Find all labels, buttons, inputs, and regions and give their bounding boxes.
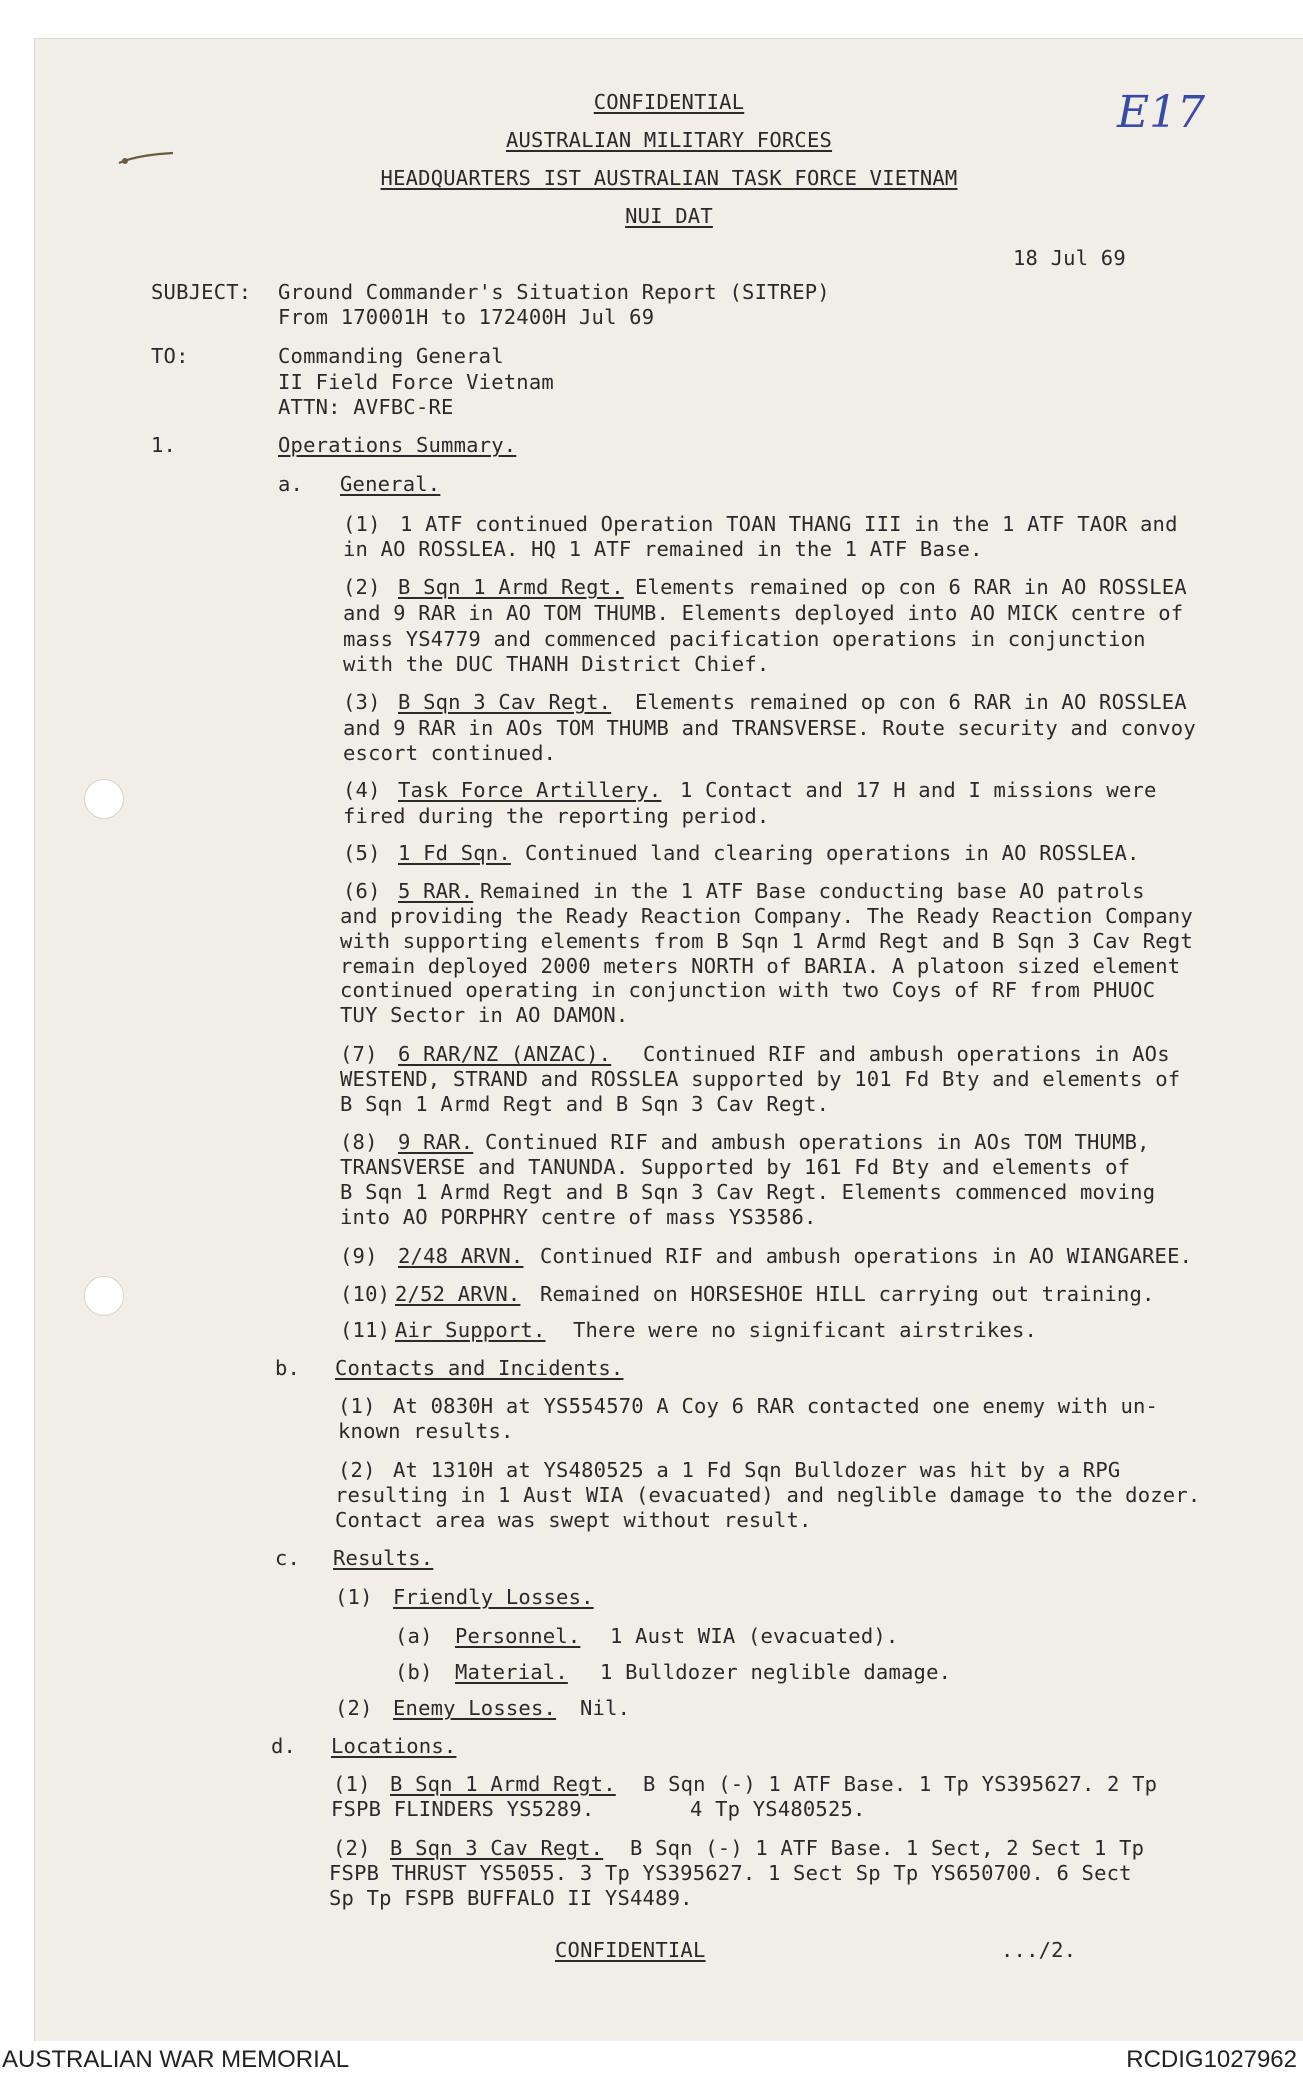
document-date: 18 Jul 69 [1013, 246, 1126, 270]
para-line: 1 ATF continued Operation TOAN THANG III in the 1 ATF TAOR and [400, 512, 1178, 536]
para-line: Sp Tp FSPB BUFFALO II YS4489. [329, 1886, 693, 1910]
para-heading: Friendly Losses. [393, 1585, 594, 1609]
handwritten-folio-mark: E17 [1117, 87, 1206, 138]
para-heading: Material. [455, 1660, 568, 1684]
para-line: 1 Bulldozer neglible damage. [600, 1660, 952, 1684]
para-number: (1) [338, 1394, 376, 1418]
para-number: (3) [343, 690, 381, 714]
para-number: (1) [333, 1772, 371, 1796]
para-number: (2) [335, 1696, 373, 1720]
para-line: B Sqn (-) 1 ATF Base. 1 Tp YS395627. 2 Tp [643, 1772, 1158, 1796]
para-number: (7) [340, 1042, 378, 1066]
para-line: into AO PORPHRY centre of mass YS3586. [340, 1205, 817, 1229]
para-line: known results. [338, 1419, 514, 1443]
subsection-letter: c. [275, 1546, 301, 1570]
para-line: continued operating in conjunction with two Coys of RF from PHUOC [340, 978, 1156, 1002]
para-number: (1) [343, 512, 381, 536]
para-number: (a) [395, 1624, 433, 1648]
para-line: remain deployed 2000 meters NORTH of BARIA. A platoon sized element [340, 954, 1181, 978]
para-line: Elements remained op con 6 RAR in AO ROSSLEA [635, 690, 1187, 714]
subsection-title: General. [340, 472, 441, 496]
para-line: and 9 RAR in AOs TOM THUMB and TRANSVERSE. Route security and convoy [343, 716, 1196, 740]
subsection-title: Results. [333, 1546, 434, 1570]
para-heading: 9 RAR. [398, 1130, 474, 1154]
para-line: resulting in 1 Aust WIA (evacuated) and neglible damage to the dozer. [335, 1483, 1201, 1507]
para-line: mass YS4779 and commenced pacification operations in conjunction [343, 627, 1146, 651]
org-heading: AUSTRALIAN MILITARY FORCES [505, 128, 833, 152]
para-number: (10) [340, 1282, 391, 1306]
para-heading: 2/52 ARVN. [395, 1282, 521, 1306]
para-line: Continued RIF and ambush operations in AOs TOM THUMB, [485, 1130, 1150, 1154]
para-heading: Air Support. [395, 1318, 546, 1342]
para-line: B Sqn 1 Armd Regt and B Sqn 3 Cav Regt. Elements commenced moving [340, 1180, 1156, 1204]
para-line: with supporting elements from B Sqn 1 Armd Regt and B Sqn 3 Cav Regt [340, 929, 1193, 953]
para-line: in AO ROSSLEA. HQ 1 ATF remained in the 1 ATF Base. [343, 537, 983, 561]
para-heading: Task Force Artillery. [398, 778, 662, 802]
para-heading: Enemy Losses. [393, 1696, 557, 1720]
section-title: Operations Summary. [278, 433, 517, 457]
para-line: FSPB FLINDERS YS5289. [331, 1797, 595, 1821]
addressee-line: II Field Force Vietnam [278, 370, 554, 394]
para-heading: 2/48 ARVN. [398, 1244, 524, 1268]
subject-label: SUBJECT: [151, 280, 252, 304]
para-line: Continued RIF and ambush operations in AO WIANGAREE. [540, 1244, 1193, 1268]
subject-line: Ground Commander's Situation Report (SITREP) [278, 280, 830, 304]
para-heading: 5 RAR. [398, 879, 474, 903]
para-number: (8) [340, 1130, 378, 1154]
para-line: and providing the Ready Reaction Company. The Ready Reaction Company [340, 904, 1193, 928]
para-line: There were no significant airstrikes. [573, 1318, 1038, 1342]
para-line: Continued land clearing operations in AO ROSSLEA. [525, 841, 1140, 865]
para-number: (4) [343, 778, 381, 802]
para-number: (6) [343, 879, 381, 903]
para-heading: B Sqn 1 Armd Regt. [390, 1772, 616, 1796]
para-number: (1) [335, 1585, 373, 1609]
subsection-title: Locations. [331, 1734, 457, 1758]
para-heading: B Sqn 1 Armd Regt. [398, 575, 624, 599]
para-heading: B Sqn 3 Cav Regt. [398, 690, 612, 714]
para-number: (5) [343, 841, 381, 865]
para-line: Elements remained op con 6 RAR in AO ROSSLEA [635, 575, 1187, 599]
para-number: (9) [340, 1244, 378, 1268]
classification-top: CONFIDENTIAL [593, 90, 745, 114]
para-line: escort continued. [343, 741, 557, 765]
subsection-letter: b. [275, 1356, 301, 1380]
addressee-line: ATTN: AVFBC-RE [278, 395, 454, 419]
para-number: (2) [338, 1458, 376, 1482]
para-heading: Personnel. [455, 1624, 581, 1648]
para-line: WESTEND, STRAND and ROSSLEA supported by 101 Fd Bty and elements of [340, 1067, 1181, 1091]
subject-line: From 170001H to 172400H Jul 69 [278, 305, 655, 329]
subsection-title: Contacts and Incidents. [335, 1356, 624, 1380]
section-number: 1. [151, 433, 177, 457]
para-number: (b) [395, 1660, 433, 1684]
para-line: fired during the reporting period. [343, 804, 770, 828]
to-label: TO: [151, 344, 189, 368]
para-line: FSPB THRUST YS5055. 3 Tp YS395627. 1 Sect Sp Tp YS650700. 6 Sect [329, 1861, 1132, 1885]
archive-credit: AUSTRALIAN WAR MEMORIAL [2, 2046, 350, 2073]
para-line: At 0830H at YS554570 A Coy 6 RAR contacted one enemy with un- [393, 1394, 1159, 1418]
document-page [34, 38, 1303, 2041]
para-heading: 1 Fd Sqn. [398, 841, 511, 865]
archive-reference: RCDIG1027962 [1126, 2046, 1297, 2073]
para-number: (2) [343, 575, 381, 599]
para-line: 4 Tp YS480525. [690, 1797, 866, 1821]
location-heading: NUI DAT [625, 204, 713, 228]
para-line: TUY Sector in AO DAMON. [340, 1003, 629, 1027]
para-line: Remained on HORSESHOE HILL carrying out training. [540, 1282, 1155, 1306]
punch-hole [84, 779, 124, 819]
para-line: Continued RIF and ambush operations in AOs [643, 1042, 1170, 1066]
punch-hole [84, 1276, 124, 1316]
subsection-letter: a. [278, 472, 304, 496]
para-line: 1 Aust WIA (evacuated). [610, 1624, 899, 1648]
addressee-line: Commanding General [278, 344, 504, 368]
para-line: At 1310H at YS480525 a 1 Fd Sqn Bulldozer was hit by a RPG [393, 1458, 1121, 1482]
para-line: Contact area was swept without result. [335, 1508, 812, 1532]
subsection-letter: d. [271, 1734, 297, 1758]
hq-heading: HEADQUARTERS IST AUSTRALIAN TASK FORCE VIETNAM [380, 166, 958, 190]
para-line: with the DUC THANH District Chief. [343, 652, 770, 676]
para-line: Remained in the 1 ATF Base conducting base AO patrols [480, 879, 1145, 903]
para-heading: 6 RAR/NZ (ANZAC). [398, 1042, 612, 1066]
para-number: (11) [340, 1318, 391, 1342]
para-line: B Sqn (-) 1 ATF Base. 1 Sect, 2 Sect 1 Tp [630, 1836, 1145, 1860]
classification-bottom: CONFIDENTIAL [555, 1938, 706, 1962]
para-number: (2) [333, 1836, 371, 1860]
para-line: 1 Contact and 17 H and I missions were [680, 778, 1157, 802]
continued-marker: .../2. [1001, 1938, 1077, 1962]
para-line: and 9 RAR in AO TOM THUMB. Elements deployed into AO MICK centre of [343, 601, 1184, 625]
para-heading: B Sqn 3 Cav Regt. [390, 1836, 604, 1860]
para-line: B Sqn 1 Armd Regt and B Sqn 3 Cav Regt. [340, 1092, 830, 1116]
para-line: TRANSVERSE and TANUNDA. Supported by 161 Fd Bty and elements of [340, 1155, 1131, 1179]
para-line: Nil. [580, 1696, 631, 1720]
